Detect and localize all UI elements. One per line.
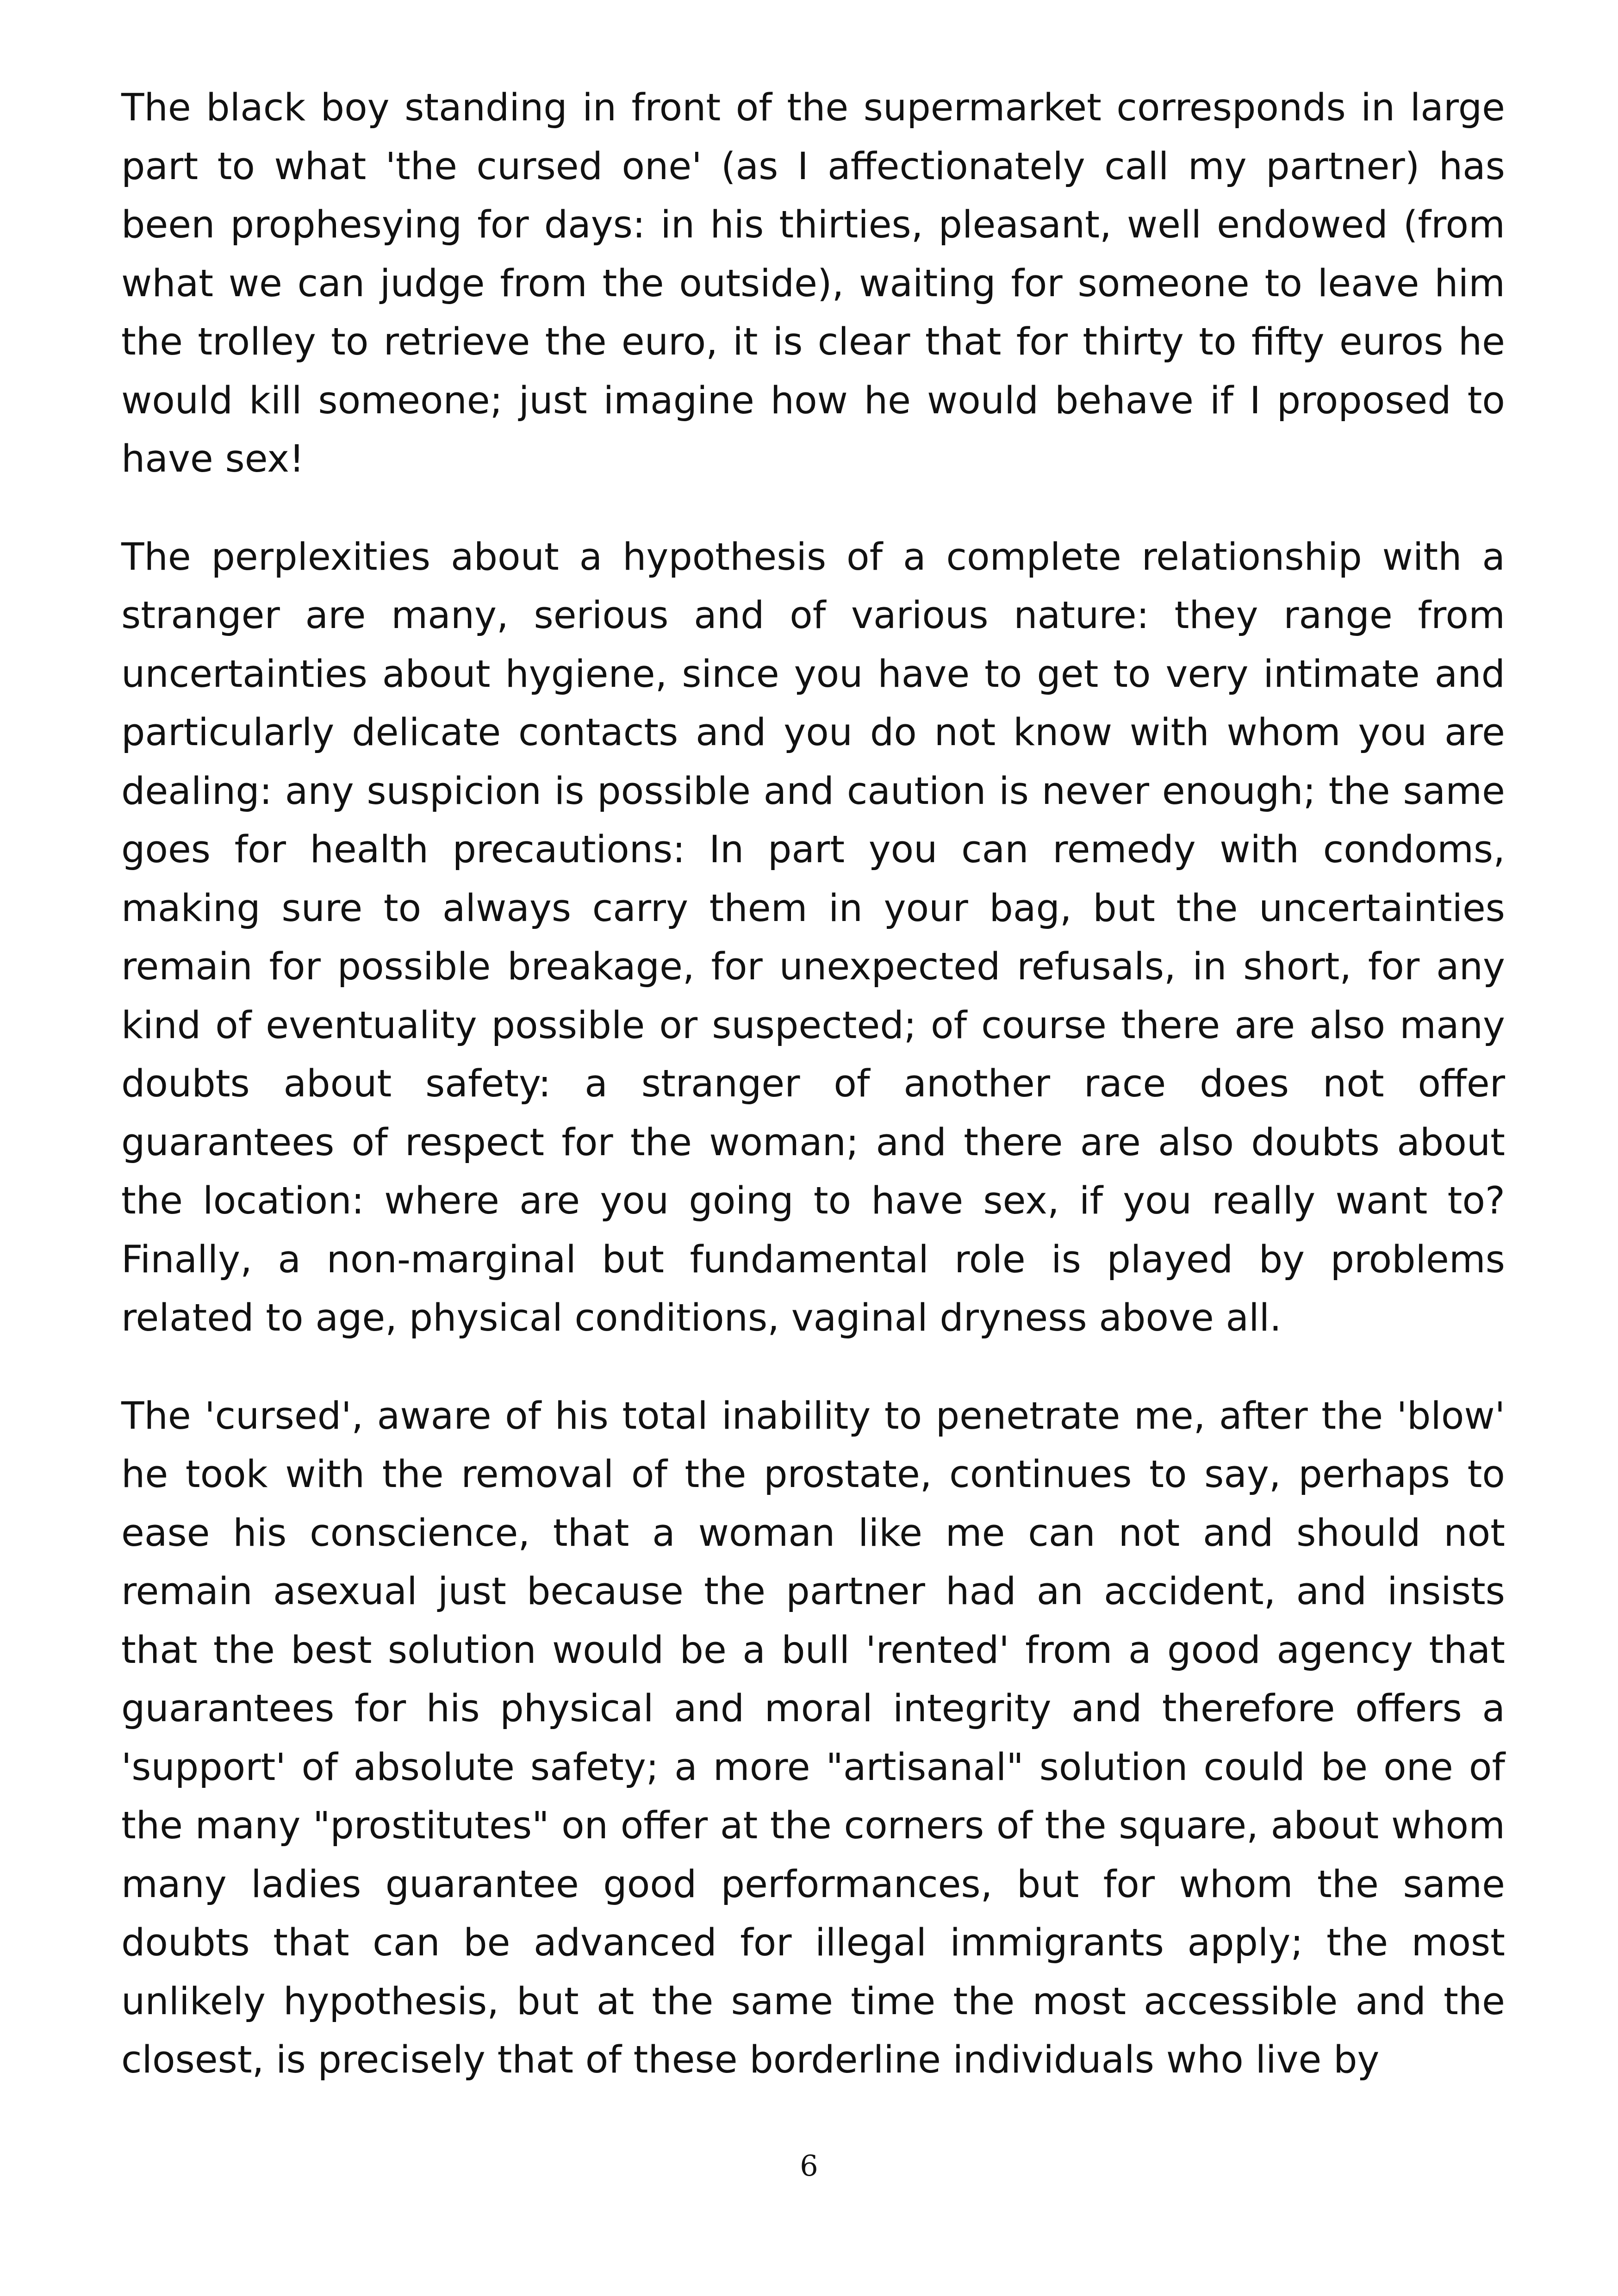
paragraph-1: The black boy standing in front of the supermarket corresponds in large part to what 'the cursed one' (as I affectionately call my partner) has been prophesying for days: in his thirties, pleasant, well endowed (from what we can judge from the outside), waiting for someone to leave him the trolley to retrieve the euro, it is clear that for thirty to fifty euros he would kill someone; just imagine how he would behave if I proposed to have sex! xyxy=(121,86,1505,481)
page-number: 6 xyxy=(800,2149,818,2183)
body-text xyxy=(121,79,1505,2129)
paragraph-3: The 'cursed', aware of his total inability to penetrate me, after the 'blow' he took with the removal of the prostate, continues to say, perhaps to ease his conscience, that a woman like me can not and should not remain asexual just because the partner had an accident, and insists that the best solution would be a bull 'rented' from a good agency that guarantees for his physical and moral integrity and therefore offers a 'support' of absolute safety; a more "artisanal" solution could be one of the many "prostitutes" on offer at the corners of the square, about whom many ladies guarantee good performances, but for whom the same doubts that can be advanced for illegal immigrants apply; the most unlikely hypothesis, but at the same time the most accessible and the closest, is precisely that of these borderline individuals who live by xyxy=(121,1394,1505,2082)
paragraph-2: The perplexities about a hypothesis of a complete relationship with a stranger are many, serious and of various nature: they range from uncertainties about hygiene, since you have to get to very intimate and particularly delicate contacts and you do not know with whom you are dealing: any suspicion is possible and caution is never enough; the same goes for health precautions: In part you can remedy with condoms, making sure to always carry them in your bag, but the uncertainties remain for possible breakage, for unexpected refusals, in short, for any kind of eventuality possible or suspected; of course there are also many doubts about safety: a stranger of another race does not offer guarantees of respect for the woman; and there are also doubts about the location: where are you going to have sex, if you really want to?Finally, a non-marginal but fundamental role is played by problems related to age, physical conditions, vaginal dryness above all. xyxy=(121,535,1505,1340)
